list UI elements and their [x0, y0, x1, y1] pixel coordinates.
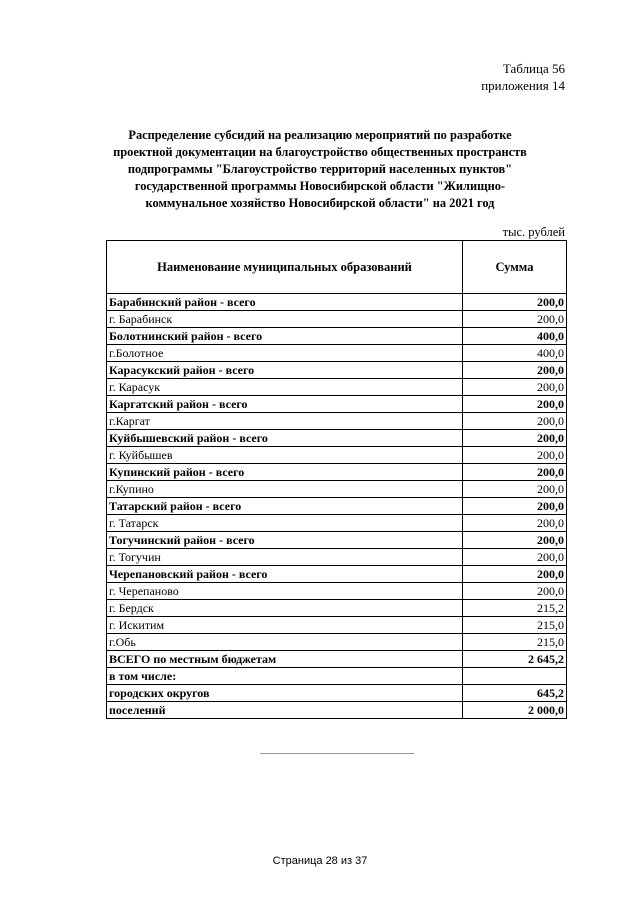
row-name: в том числе: — [107, 668, 463, 685]
row-name: Куйбышевский район - всего — [107, 430, 463, 447]
document-title — [100, 127, 540, 212]
column-header-sum: Сумма — [462, 241, 566, 294]
table-number: Таблица 56 — [502, 61, 565, 76]
row-name: Каргатский район - всего — [107, 396, 463, 413]
row-sum: 215,2 — [462, 600, 566, 617]
table-body — [107, 294, 567, 719]
separator-line — [260, 753, 414, 754]
row-sum: 200,0 — [462, 311, 566, 328]
table-row — [107, 345, 567, 362]
row-name: поселений — [107, 702, 463, 719]
row-name: г. Черепаново — [107, 583, 463, 600]
row-sum: 200,0 — [462, 515, 566, 532]
table-reference — [481, 60, 565, 94]
row-name: г.Болотное — [107, 345, 463, 362]
table-row — [107, 549, 567, 566]
table-row — [107, 583, 567, 600]
row-name: Карасукский район - всего — [107, 362, 463, 379]
title-line: проектной документации на благоустройство общественных пространств — [113, 145, 527, 159]
table-row — [107, 702, 567, 719]
row-sum: 200,0 — [462, 362, 566, 379]
table-row — [107, 294, 567, 311]
table-row — [107, 430, 567, 447]
column-header-name: Наименование муниципальных образований — [107, 241, 463, 294]
row-sum: 400,0 — [462, 328, 566, 345]
table-row — [107, 396, 567, 413]
row-name: г. Тогучин — [107, 549, 463, 566]
table-row — [107, 634, 567, 651]
page-number: Страница 28 из 37 — [272, 855, 368, 867]
title-line: коммунальное хозяйство Новосибирской области" на 2021 год — [145, 196, 495, 210]
table-row — [107, 379, 567, 396]
row-sum — [462, 668, 566, 685]
table-row — [107, 617, 567, 634]
row-sum: 200,0 — [462, 379, 566, 396]
table-row — [107, 600, 567, 617]
table-row — [107, 668, 567, 685]
row-sum: 200,0 — [462, 549, 566, 566]
row-sum: 200,0 — [462, 294, 566, 311]
table-row — [107, 651, 567, 668]
row-sum: 400,0 — [462, 345, 566, 362]
table-row — [107, 532, 567, 549]
row-sum: 200,0 — [462, 532, 566, 549]
title-line: государственной программы Новосибирской области "Жилищно- — [134, 179, 506, 193]
row-sum: 2 645,2 — [462, 651, 566, 668]
table-row — [107, 685, 567, 702]
row-sum: 215,0 — [462, 634, 566, 651]
row-sum: 200,0 — [462, 464, 566, 481]
table-row — [107, 566, 567, 583]
table-row — [107, 413, 567, 430]
subsidies-table — [106, 240, 567, 719]
row-name: г. Куйбышев — [107, 447, 463, 464]
table-header-row — [107, 241, 567, 294]
row-sum: 200,0 — [462, 583, 566, 600]
row-sum: 200,0 — [462, 396, 566, 413]
row-name: г. Искитим — [107, 617, 463, 634]
table-row — [107, 481, 567, 498]
row-name: городских округов — [107, 685, 463, 702]
table-row — [107, 447, 567, 464]
row-name: г.Каргат — [107, 413, 463, 430]
row-sum: 200,0 — [462, 566, 566, 583]
row-name: г. Барабинск — [107, 311, 463, 328]
appendix-reference: приложения 14 — [481, 78, 565, 93]
title-line: подпрограммы "Благоустройство территорий населенных пунктов" — [127, 162, 513, 176]
row-sum: 645,2 — [462, 685, 566, 702]
row-name: г. Татарск — [107, 515, 463, 532]
row-name: Черепановский район - всего — [107, 566, 463, 583]
row-name: г. Карасук — [107, 379, 463, 396]
row-name: Купинский район - всего — [107, 464, 463, 481]
row-sum: 200,0 — [462, 413, 566, 430]
row-sum: 215,0 — [462, 617, 566, 634]
row-sum: 200,0 — [462, 498, 566, 515]
title-line: Распределение субсидий на реализацию мероприятий по разработке — [128, 128, 512, 142]
row-name: г. Бердск — [107, 600, 463, 617]
row-name: г.Купино — [107, 481, 463, 498]
row-name: Тогучинский район - всего — [107, 532, 463, 549]
row-name: Барабинский район - всего — [107, 294, 463, 311]
row-name: Татарский район - всего — [107, 498, 463, 515]
table-row — [107, 311, 567, 328]
row-name: ВСЕГО по местным бюджетам — [107, 651, 463, 668]
table-row — [107, 362, 567, 379]
row-sum: 200,0 — [462, 430, 566, 447]
row-sum: 200,0 — [462, 481, 566, 498]
row-sum: 2 000,0 — [462, 702, 566, 719]
table-row — [107, 328, 567, 345]
row-sum: 200,0 — [462, 447, 566, 464]
row-name: Болотнинский район - всего — [107, 328, 463, 345]
table-row — [107, 498, 567, 515]
table-row — [107, 464, 567, 481]
row-name: г.Обь — [107, 634, 463, 651]
units-label: тыс. рублей — [502, 225, 565, 239]
table-row — [107, 515, 567, 532]
